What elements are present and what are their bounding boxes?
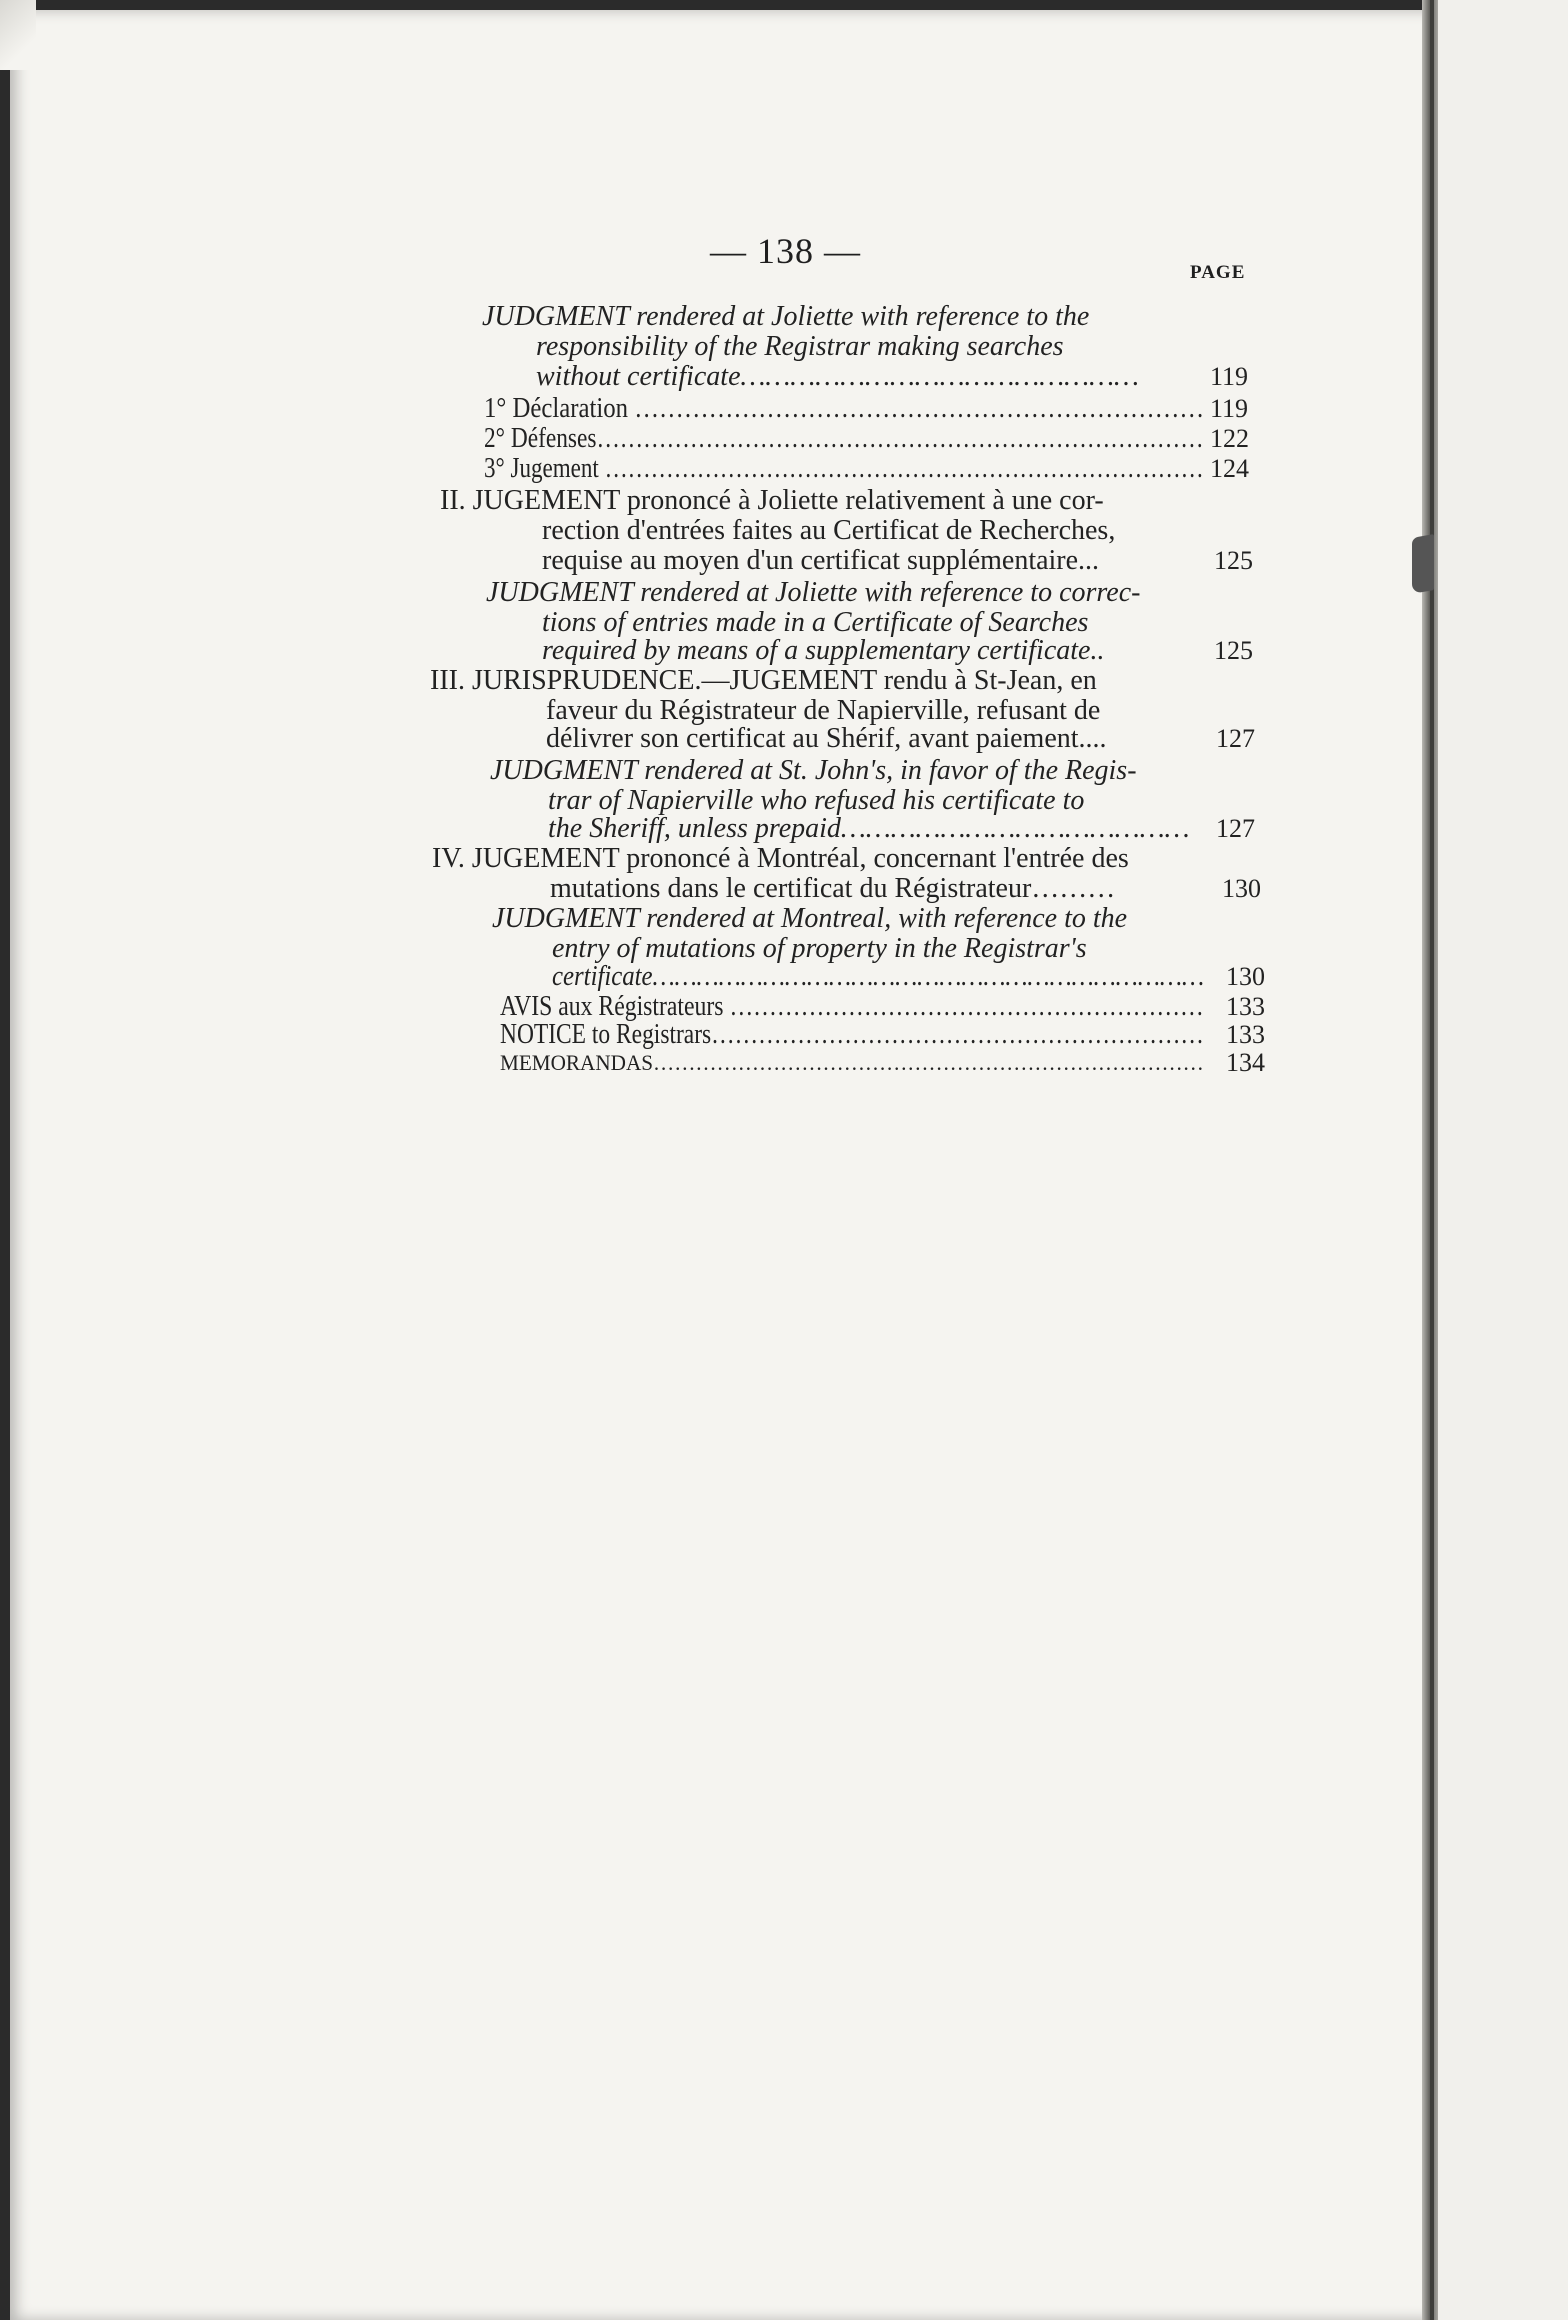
toc-line <box>0 666 1568 696</box>
toc-line <box>0 636 1568 666</box>
toc-line <box>0 844 1568 874</box>
toc-entry-text: without certificate………………………………………… <box>536 361 1139 392</box>
page-corner-fold <box>0 0 36 70</box>
toc-line <box>0 814 1568 844</box>
toc-line <box>0 608 1568 638</box>
toc-entry-page: 125 <box>1214 636 1253 665</box>
toc-entry-page: 124 <box>1210 454 1249 483</box>
toc-line <box>0 332 1568 362</box>
toc-line <box>0 756 1568 786</box>
toc-line <box>0 992 1568 1022</box>
toc-entry-text: 1° Déclaration …………………………………………………………… <box>484 393 1205 424</box>
toc-entry-text: JUDGMENT rendered at St. John's, in favor of the Regis- <box>490 755 1137 786</box>
toc-line <box>0 516 1568 546</box>
toc-line <box>0 362 1568 392</box>
toc-entry-page: 130 <box>1222 874 1261 903</box>
toc-entry-text: II. JUGEMENT prononcé à Joliette relativement à une cor- <box>440 485 1104 516</box>
toc-line <box>0 724 1568 754</box>
toc-entry-text: NOTICE to Registrars……………………………………………………… <box>500 1019 1204 1050</box>
toc-entry-text: requise au moyen d'un certificat supplémentaire... <box>542 545 1100 576</box>
toc-entry-page: 127 <box>1216 814 1255 843</box>
page-number: — 138 — <box>710 231 861 271</box>
toc-entry-page: 130 <box>1226 962 1265 991</box>
toc-entry-text: délivrer son certificat au Shérif, avant paiement.... <box>546 723 1107 754</box>
toc-entry-text: trar of Napierville who refused his certificate to <box>548 785 1085 816</box>
toc-entry-text: mutations dans le certificat du Régistrateur……… <box>550 873 1116 904</box>
toc-entry-page: 133 <box>1226 992 1265 1021</box>
toc-entry-text: III. JURISPRUDENCE.—JUGEMENT rendu à St-Jean, en <box>430 665 1097 696</box>
toc-line <box>0 1048 1568 1078</box>
page-column-label: PAGE <box>1190 262 1246 283</box>
toc-line <box>0 424 1568 454</box>
toc-entry-page: 122 <box>1210 424 1249 453</box>
toc-entry-text: JUDGMENT rendered at Montreal, with reference to the <box>492 903 1128 934</box>
toc-line <box>0 962 1568 992</box>
toc-line <box>0 904 1568 934</box>
toc-entry-text: JUDGMENT rendered at Joliette with reference to the <box>482 301 1090 332</box>
toc-line <box>0 394 1568 424</box>
toc-entry-text: IV. JUGEMENT prononcé à Montréal, concernant l'entrée des <box>432 843 1129 874</box>
toc-entry-page: 119 <box>1210 362 1249 391</box>
toc-line <box>0 786 1568 816</box>
toc-entry-text: JUDGMENT rendered at Joliette with reference to correc- <box>486 577 1141 608</box>
toc-line <box>0 696 1568 726</box>
toc-entry-text: responsibility of the Registrar making searches <box>536 331 1064 362</box>
toc-line <box>0 546 1568 576</box>
toc-entry-text: entry of mutations of property in the Registrar's <box>552 933 1087 964</box>
toc-entry-text: tions of entries made in a Certificate of Searches <box>542 607 1089 638</box>
toc-entry-text: certificate………………………………………………………………… <box>552 961 1205 992</box>
toc-entry-page: 119 <box>1210 394 1249 423</box>
toc-entry-text: rection d'entrées faites au Certificat de Recherches, <box>542 515 1116 546</box>
toc-entry-text: the Sheriff, unless prepaid…………………………………… <box>548 813 1190 844</box>
toc-entry-text: 2° Défenses…………………………………………………………………… <box>484 423 1204 454</box>
toc-line <box>0 874 1568 904</box>
toc-entry-text: required by means of a supplementary certificate.. <box>542 635 1105 666</box>
toc-line <box>0 934 1568 964</box>
toc-entry-text: AVIS aux Régistrateurs …………………………………………………… <box>500 991 1204 1022</box>
toc-line <box>0 1020 1568 1050</box>
toc-entry-text: faveur du Régistrateur de Napierville, refusant de <box>546 695 1101 726</box>
toc-line <box>0 302 1568 332</box>
toc-line <box>0 454 1568 484</box>
toc-entry-page: 134 <box>1226 1048 1265 1077</box>
toc-entry-page: 127 <box>1216 724 1255 753</box>
toc-entry-text: 3° Jugement …………………………………………………………………… <box>484 453 1204 484</box>
toc-line <box>0 486 1568 516</box>
toc-line <box>0 578 1568 608</box>
toc-entry-page: 133 <box>1226 1020 1265 1049</box>
toc-entry-page: 125 <box>1214 546 1253 575</box>
toc-entry-text: MEMORANDAS…………………………………………………………………… <box>500 1050 1204 1075</box>
